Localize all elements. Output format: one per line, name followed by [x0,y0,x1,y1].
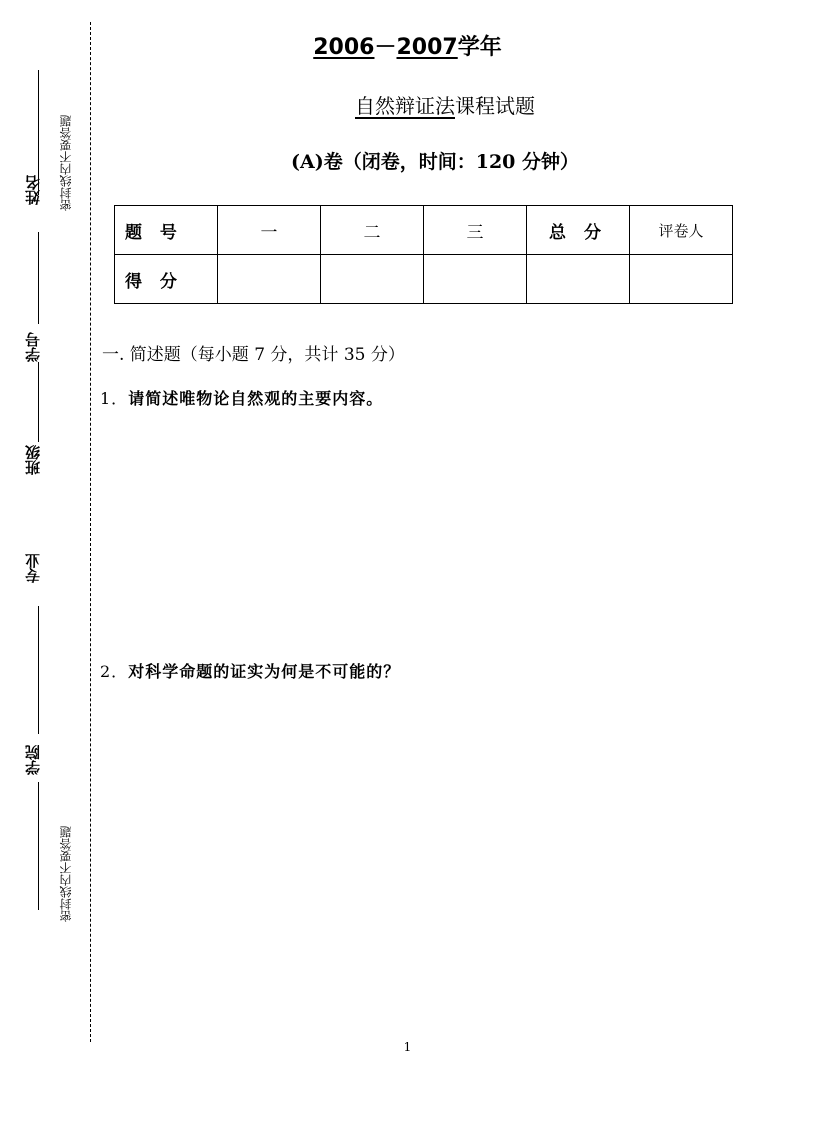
seal-line [90,22,91,1042]
question-2-header: 二 [321,206,424,255]
major-line [38,606,39,734]
course-suffix: 课程试题 [455,94,535,118]
total-score-header: 总 分 [527,206,630,255]
question-3-header: 三 [424,206,527,255]
question-1-number: 1． [100,389,129,408]
academic-year-title [0,30,815,61]
year-end: 2007 [396,35,458,60]
class-label: 班级 [24,445,42,475]
seal-note-top: 密封线内不要答题 [59,115,73,211]
section-title: 一. 简述题（每小题 7 分，共计 35 分） [102,345,405,365]
score-row-label: 得 分 [115,255,218,304]
score-cell-grader[interactable] [630,255,733,304]
question-2-number: 2． [100,662,129,681]
major-label: 专业 [24,553,42,583]
question-2-text: 对科学命题的证实为何是不可能的？ [128,662,401,681]
score-table-score-row [115,255,733,304]
paper-info: (A)卷（闭卷，时间：120 分钟） [291,151,579,173]
student-id-line [38,232,39,324]
score-cell-total[interactable] [527,255,630,304]
score-cell-1[interactable] [218,255,321,304]
college-line [38,782,39,910]
score-cell-3[interactable] [424,255,527,304]
question-2 [100,659,400,682]
score-table-header-row [115,206,733,255]
year-separator: － [374,35,397,60]
class-line [38,362,39,442]
score-cell-2[interactable] [321,255,424,304]
seal-note-bottom: 密封线内不要答题 [59,826,73,922]
name-label: 姓名 [24,175,42,205]
course-title [0,90,815,119]
year-start: 2006 [313,35,375,60]
score-table [114,205,733,304]
question-number-header: 题 号 [115,206,218,255]
student-id-label: 学号 [24,332,42,362]
question-1-text: 请简述唯物论自然观的主要内容。 [128,389,384,408]
college-label: 学院 [24,745,42,775]
question-1 [100,386,383,409]
year-suffix: 学年 [457,35,502,60]
course-name: 自然辩证法 [355,94,455,118]
question-1-header: 一 [218,206,321,255]
grader-header: 评卷人 [630,206,733,255]
page-number: 1 [403,1040,412,1054]
